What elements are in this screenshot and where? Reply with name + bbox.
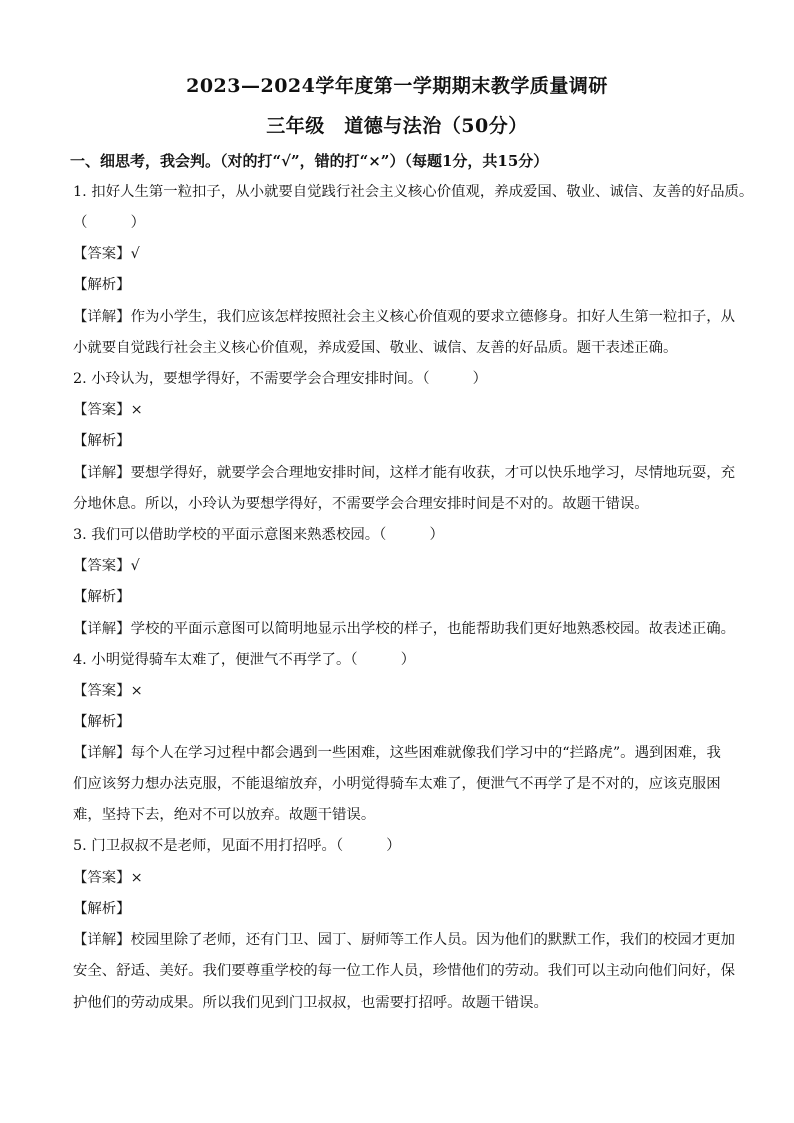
answer-value: × [130, 870, 143, 886]
question-2-answer [73, 400, 143, 420]
answer-value: √ [130, 558, 140, 574]
question-1-text: 1. 扣好人生第一粒扣子，从小就要自觉践行社会主义核心价值观，养成爱国、敬业、诚信、友善的好品质。 [73, 184, 754, 200]
section-heading: 一、细思考，我会判。（对的打“√”，错的打“×”）（每题1分，共15分） [70, 152, 549, 170]
question-4-detail-2: 们应该努力想办法克服，不能退缩放弃，小明觉得骑车太难了，便泄气不再学了是不对的，应该克服困 [73, 776, 721, 792]
question-3-detail-1 [73, 619, 735, 639]
question-5-detail-3: 护他们的劳动成果。所以我们见到门卫叔叔，也需要打招呼。故题干错误。 [73, 995, 548, 1011]
answer-value: × [130, 683, 143, 699]
detail-text: 每个人在学习过程中都会遇到一些困难，这些困难就像我们学习中的“拦路虎”。遇到困难，我 [130, 745, 721, 761]
question-3-answer [73, 556, 140, 576]
question-5-text: 5. 门卫叔叔不是老师，见面不用打招呼。（ ） [73, 838, 401, 854]
question-3-analysis: 【解析】 [73, 589, 131, 605]
detail-label: 【详解】 [73, 465, 131, 481]
question-5-detail-2: 安全、舒适、美好。我们要尊重学校的每一位工作人员，珍惜他们的劳动。我们可以主动向他们问好，保 [73, 963, 735, 979]
answer-label: 【答案】 [73, 870, 131, 886]
question-5-analysis: 【解析】 [73, 901, 131, 917]
question-4-detail-1 [73, 743, 721, 763]
detail-text: 作为小学生，我们应该怎样按照社会主义核心价值观的要求立德修身。扣好人生第一粒扣子，从 [130, 309, 735, 325]
document-subtitle: 三年级 道德与法治（50分） [266, 115, 528, 137]
detail-text: 校园里除了老师，还有门卫、园丁、厨师等工作人员。因为他们的默默工作，我们的校园才更加 [130, 932, 735, 948]
question-4-analysis: 【解析】 [73, 714, 131, 730]
detail-label: 【详解】 [73, 309, 131, 325]
answer-value: × [130, 402, 143, 418]
detail-label: 【详解】 [73, 745, 131, 761]
question-1-detail-2: 小就要自觉践行社会主义核心价值观，养成爱国、敬业、诚信、友善的好品质。题干表述正确。 [73, 340, 678, 356]
question-1-analysis: 【解析】 [73, 277, 131, 293]
detail-label: 【详解】 [73, 932, 131, 948]
detail-label: 【详解】 [73, 621, 131, 637]
question-1-answer [73, 244, 140, 264]
question-1-detail-1 [73, 307, 735, 327]
answer-label: 【答案】 [73, 402, 131, 418]
question-5-answer [73, 868, 143, 888]
question-3-text: 3. 我们可以借助学校的平面示意图来熟悉校园。（ ） [73, 527, 444, 543]
question-4-answer [73, 681, 143, 701]
question-4-text: 4. 小明觉得骑车太难了，便泄气不再学了。（ ） [73, 652, 416, 668]
question-2-text: 2. 小玲认为，要想学得好，不需要学会合理安排时间。（ ） [73, 371, 488, 387]
answer-label: 【答案】 [73, 246, 131, 262]
detail-text: 要想学得好，就要学会合理地安排时间，这样才能有收获，才可以快乐地学习，尽情地玩耍，充 [130, 465, 735, 481]
answer-label: 【答案】 [73, 683, 131, 699]
detail-text: 学校的平面示意图可以简明地显示出学校的样子，也能帮助我们更好地熟悉校园。故表述正确。 [130, 621, 735, 637]
question-2-detail-1 [73, 463, 735, 483]
question-1-blank: （ ） [73, 215, 145, 231]
answer-label: 【答案】 [73, 558, 131, 574]
document-title: 2023—2024学年度第一学期期末教学质量调研 [186, 75, 608, 97]
answer-value: √ [130, 246, 140, 262]
question-2-analysis: 【解析】 [73, 433, 131, 449]
question-2-detail-2: 分地休息。所以，小玲认为要想学得好，不需要学会合理安排时间是不对的。故题干错误。 [73, 496, 649, 512]
question-4-detail-3: 难，坚持下去，绝对不可以放弃。故题干错误。 [73, 807, 376, 823]
question-5-detail-1 [73, 930, 735, 950]
